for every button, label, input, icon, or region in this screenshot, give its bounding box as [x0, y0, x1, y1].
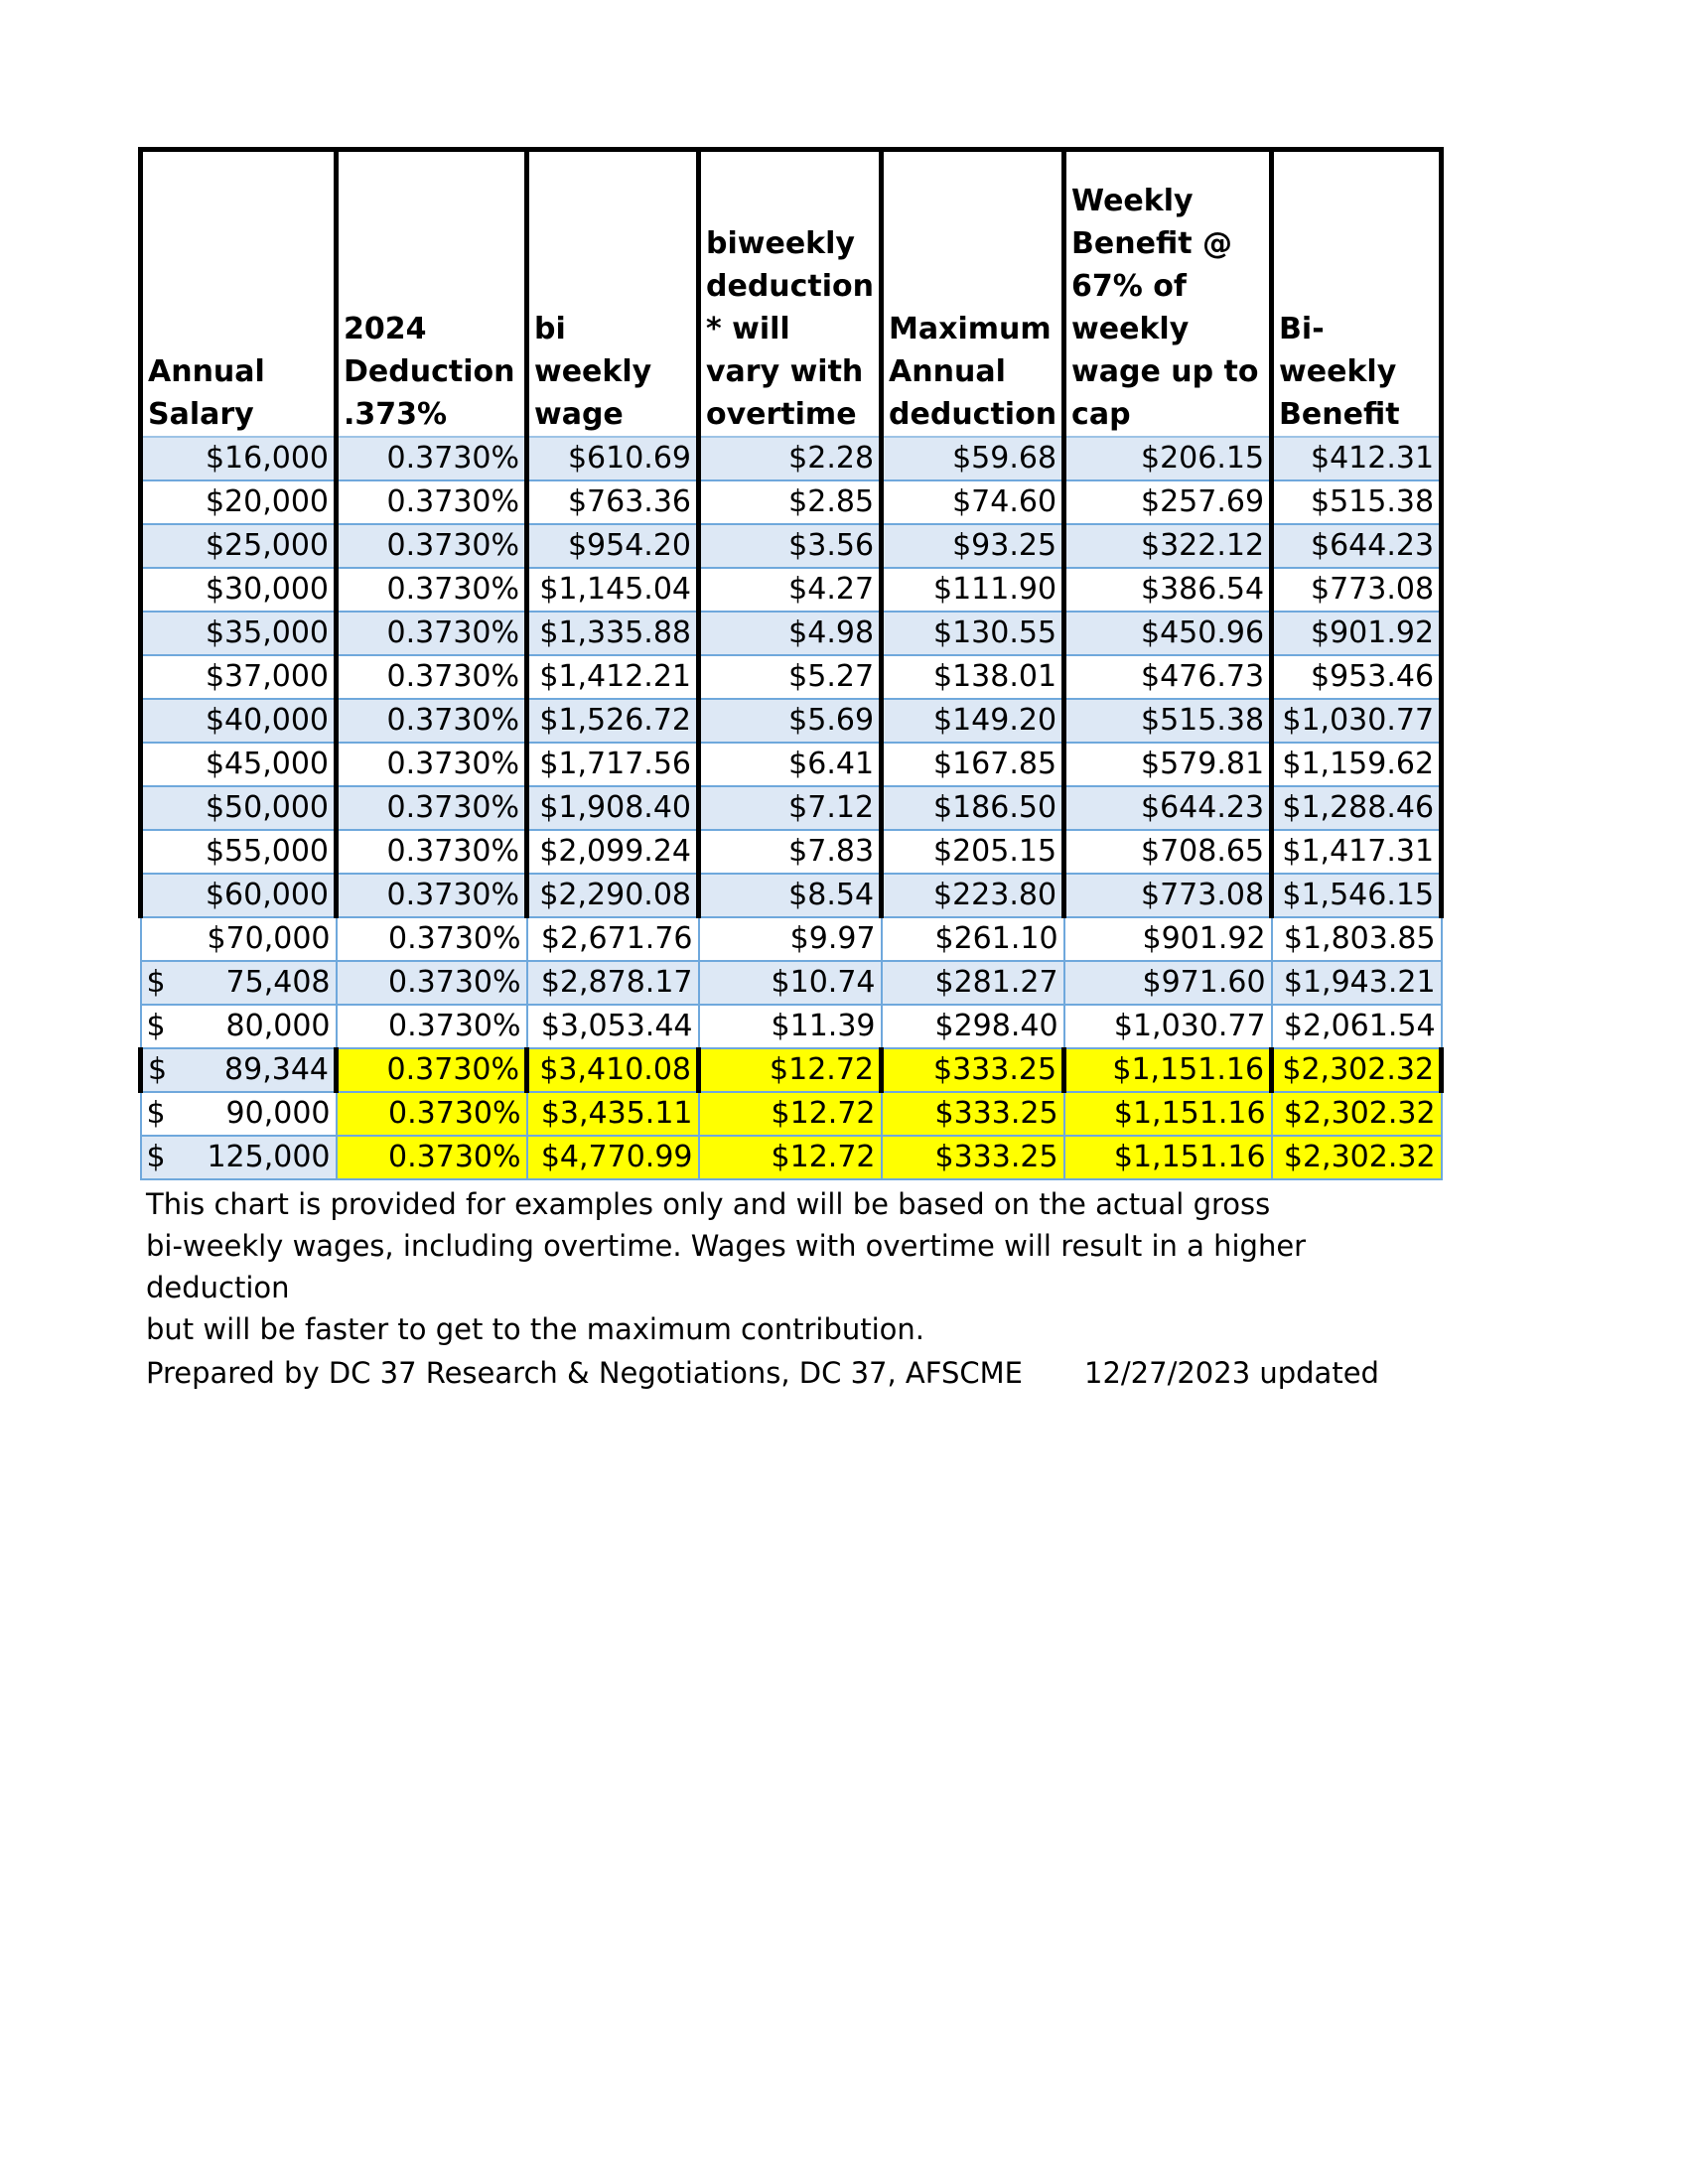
deduction-rate-cell: 0.3730%	[337, 917, 527, 961]
biweekly-wage-cell: $3,410.08	[527, 1048, 699, 1092]
max-annual-deduction-cell: $167.85	[882, 743, 1064, 786]
biweekly-deduction-cell: $7.83	[699, 830, 882, 874]
footnote-line: This chart is provided for examples only and will be based on the actual gross	[146, 1187, 1271, 1221]
salary-value: 125,000	[207, 1140, 331, 1174]
biweekly-benefit-cell: $1,943.21	[1272, 961, 1442, 1005]
weekly-benefit-cell: $1,151.16	[1064, 1092, 1272, 1136]
table-row	[141, 1092, 1442, 1136]
annual-salary-cell: $37,000	[141, 655, 337, 699]
biweekly-benefit-cell: $2,302.32	[1272, 1136, 1442, 1179]
biweekly-deduction-cell: $8.54	[699, 874, 882, 917]
annual-salary-cell: $45,000	[141, 743, 337, 786]
annual-salary-cell: $50,000	[141, 786, 337, 830]
biweekly-benefit-cell: $1,803.85	[1272, 917, 1442, 961]
weekly-benefit-cell: $322.12	[1064, 524, 1272, 568]
annual-salary-cell: $55,000	[141, 830, 337, 874]
max-annual-deduction-cell: $333.25	[882, 1136, 1064, 1179]
max-annual-deduction-cell: $261.10	[882, 917, 1064, 961]
biweekly-wage-cell: $3,053.44	[527, 1005, 699, 1048]
weekly-benefit-cell: $971.60	[1064, 961, 1272, 1005]
weekly-benefit-cell: $708.65	[1064, 830, 1272, 874]
currency-symbol: $	[146, 1009, 166, 1043]
table-row	[141, 437, 1442, 480]
prepared-by: Prepared by DC 37 Research & Negotiations, DC 37, AFSCME	[146, 1356, 1023, 1390]
footnote-line: but will be faster to get to the maximum contribution.	[146, 1312, 925, 1346]
biweekly-benefit-cell: $2,302.32	[1272, 1092, 1442, 1136]
table-row	[141, 524, 1442, 568]
header-max-annual-deduction: Maximum Annual deduction	[882, 150, 1064, 438]
max-annual-deduction-cell: $223.80	[882, 874, 1064, 917]
deduction-rate-cell: 0.3730%	[337, 612, 527, 655]
salary-value: 90,000	[225, 1096, 331, 1131]
header-row	[141, 150, 1442, 438]
biweekly-wage-cell: $1,526.72	[527, 699, 699, 743]
table-row	[141, 743, 1442, 786]
deduction-rate-cell: 0.3730%	[337, 830, 527, 874]
deduction-rate-cell: 0.3730%	[337, 1092, 527, 1136]
deduction-rate-cell: 0.3730%	[337, 1005, 527, 1048]
annual-salary-cell: $30,000	[141, 568, 337, 612]
biweekly-benefit-cell: $2,061.54	[1272, 1005, 1442, 1048]
biweekly-wage-cell: $610.69	[527, 437, 699, 480]
biweekly-benefit-cell: $1,159.62	[1272, 743, 1442, 786]
biweekly-benefit-cell: $1,288.46	[1272, 786, 1442, 830]
biweekly-deduction-cell: $7.12	[699, 786, 882, 830]
annual-salary-cell: $20,000	[141, 480, 337, 524]
biweekly-benefit-cell: $2,302.32	[1272, 1048, 1442, 1092]
table-row	[141, 1136, 1442, 1179]
biweekly-wage-cell: $1,412.21	[527, 655, 699, 699]
deduction-rate-cell: 0.3730%	[337, 699, 527, 743]
biweekly-benefit-cell: $953.46	[1272, 655, 1442, 699]
footnote	[146, 1183, 1437, 1350]
salary-value: 75,408	[225, 965, 331, 1000]
biweekly-deduction-cell: $6.41	[699, 743, 882, 786]
currency-symbol: $	[148, 1052, 168, 1087]
biweekly-benefit-cell: $644.23	[1272, 524, 1442, 568]
annual-salary-cell	[141, 961, 337, 1005]
max-annual-deduction-cell: $74.60	[882, 480, 1064, 524]
weekly-benefit-cell: $386.54	[1064, 568, 1272, 612]
deduction-rate-cell: 0.3730%	[337, 1136, 527, 1179]
biweekly-deduction-cell: $5.69	[699, 699, 882, 743]
annual-salary-cell: $60,000	[141, 874, 337, 917]
salary-value: 89,344	[224, 1052, 329, 1087]
header-biweekly-deduction: biweekly deduction * will vary with overtime	[699, 150, 882, 438]
table-row	[141, 917, 1442, 961]
max-annual-deduction-cell: $138.01	[882, 655, 1064, 699]
biweekly-benefit-cell: $773.08	[1272, 568, 1442, 612]
deduction-rate-cell: 0.3730%	[337, 524, 527, 568]
max-annual-deduction-cell: $281.27	[882, 961, 1064, 1005]
weekly-benefit-cell: $579.81	[1064, 743, 1272, 786]
biweekly-deduction-cell: $9.97	[699, 917, 882, 961]
biweekly-wage-cell: $2,671.76	[527, 917, 699, 961]
biweekly-wage-cell: $1,908.40	[527, 786, 699, 830]
header-biweekly-benefit: Bi-weekly Benefit	[1272, 150, 1442, 438]
deduction-rate-cell: 0.3730%	[337, 480, 527, 524]
annual-salary-cell	[141, 1136, 337, 1179]
biweekly-wage-cell: $3,435.11	[527, 1092, 699, 1136]
deduction-table	[138, 147, 1444, 1180]
max-annual-deduction-cell: $333.25	[882, 1048, 1064, 1092]
biweekly-benefit-cell: $901.92	[1272, 612, 1442, 655]
biweekly-wage-cell: $2,878.17	[527, 961, 699, 1005]
max-annual-deduction-cell: $186.50	[882, 786, 1064, 830]
weekly-benefit-cell: $1,151.16	[1064, 1048, 1272, 1092]
weekly-benefit-cell: $206.15	[1064, 437, 1272, 480]
biweekly-deduction-cell: $4.27	[699, 568, 882, 612]
header-weekly-benefit: Weekly Benefit @ 67% of weekly wage up to cap	[1064, 150, 1272, 438]
max-annual-deduction-cell: $59.68	[882, 437, 1064, 480]
currency-symbol: $	[146, 965, 166, 1000]
biweekly-wage-cell: $1,145.04	[527, 568, 699, 612]
max-annual-deduction-cell: $111.90	[882, 568, 1064, 612]
biweekly-deduction-cell: $11.39	[699, 1005, 882, 1048]
max-annual-deduction-cell: $205.15	[882, 830, 1064, 874]
weekly-benefit-cell: $450.96	[1064, 612, 1272, 655]
annual-salary-cell: $25,000	[141, 524, 337, 568]
header-biweekly-wage: bi weekly wage	[527, 150, 699, 438]
biweekly-benefit-cell: $1,417.31	[1272, 830, 1442, 874]
table-row	[141, 786, 1442, 830]
deduction-rate-cell: 0.3730%	[337, 874, 527, 917]
annual-salary-cell: $70,000	[141, 917, 337, 961]
biweekly-benefit-cell: $1,546.15	[1272, 874, 1442, 917]
biweekly-wage-cell: $1,717.56	[527, 743, 699, 786]
biweekly-deduction-cell: $3.56	[699, 524, 882, 568]
max-annual-deduction-cell: $149.20	[882, 699, 1064, 743]
weekly-benefit-cell: $1,151.16	[1064, 1136, 1272, 1179]
table-row	[141, 1005, 1442, 1048]
table-row	[141, 961, 1442, 1005]
biweekly-deduction-cell: $12.72	[699, 1092, 882, 1136]
biweekly-deduction-cell: $10.74	[699, 961, 882, 1005]
weekly-benefit-cell: $773.08	[1064, 874, 1272, 917]
deduction-rate-cell: 0.3730%	[337, 1048, 527, 1092]
biweekly-deduction-cell: $2.85	[699, 480, 882, 524]
table-row	[141, 874, 1442, 917]
header-annual-salary: Annual Salary	[141, 150, 337, 438]
weekly-benefit-cell: $257.69	[1064, 480, 1272, 524]
annual-salary-cell	[141, 1092, 337, 1136]
table-row	[141, 612, 1442, 655]
max-annual-deduction-cell: $93.25	[882, 524, 1064, 568]
max-annual-deduction-cell: $333.25	[882, 1092, 1064, 1136]
biweekly-wage-cell: $2,290.08	[527, 874, 699, 917]
biweekly-wage-cell: $954.20	[527, 524, 699, 568]
deduction-rate-cell: 0.3730%	[337, 961, 527, 1005]
table-row	[141, 480, 1442, 524]
table-row	[141, 1048, 1442, 1092]
deduction-rate-cell: 0.3730%	[337, 437, 527, 480]
table-row	[141, 699, 1442, 743]
biweekly-wage-cell: $2,099.24	[527, 830, 699, 874]
annual-salary-cell	[141, 1005, 337, 1048]
biweekly-deduction-cell: $12.72	[699, 1048, 882, 1092]
biweekly-deduction-cell: $12.72	[699, 1136, 882, 1179]
max-annual-deduction-cell: $130.55	[882, 612, 1064, 655]
weekly-benefit-cell: $476.73	[1064, 655, 1272, 699]
updated-date: 12/27/2023 updated	[1084, 1356, 1379, 1390]
header-deduction-rate: 2024 Deduction .373%	[337, 150, 527, 438]
salary-value: 80,000	[225, 1009, 331, 1043]
biweekly-wage-cell: $763.36	[527, 480, 699, 524]
table-row	[141, 830, 1442, 874]
biweekly-benefit-cell: $515.38	[1272, 480, 1442, 524]
currency-symbol: $	[146, 1096, 166, 1131]
annual-salary-cell: $35,000	[141, 612, 337, 655]
biweekly-wage-cell: $1,335.88	[527, 612, 699, 655]
max-annual-deduction-cell: $298.40	[882, 1005, 1064, 1048]
biweekly-benefit-cell: $1,030.77	[1272, 699, 1442, 743]
biweekly-deduction-cell: $4.98	[699, 612, 882, 655]
deduction-rate-cell: 0.3730%	[337, 743, 527, 786]
currency-symbol: $	[146, 1140, 166, 1174]
deduction-rate-cell: 0.3730%	[337, 786, 527, 830]
weekly-benefit-cell: $1,030.77	[1064, 1005, 1272, 1048]
biweekly-wage-cell: $4,770.99	[527, 1136, 699, 1179]
deduction-rate-cell: 0.3730%	[337, 568, 527, 612]
biweekly-deduction-cell: $2.28	[699, 437, 882, 480]
table-row	[141, 655, 1442, 699]
deduction-rate-cell: 0.3730%	[337, 655, 527, 699]
annual-salary-cell: $40,000	[141, 699, 337, 743]
biweekly-deduction-cell: $5.27	[699, 655, 882, 699]
biweekly-benefit-cell: $412.31	[1272, 437, 1442, 480]
table-row	[141, 568, 1442, 612]
weekly-benefit-cell: $644.23	[1064, 786, 1272, 830]
footnote-line: bi-weekly wages, including overtime. Wages with overtime will result in a higher deduction	[146, 1229, 1307, 1304]
annual-salary-cell: $16,000	[141, 437, 337, 480]
weekly-benefit-cell: $515.38	[1064, 699, 1272, 743]
weekly-benefit-cell: $901.92	[1064, 917, 1272, 961]
annual-salary-cell	[141, 1048, 337, 1092]
